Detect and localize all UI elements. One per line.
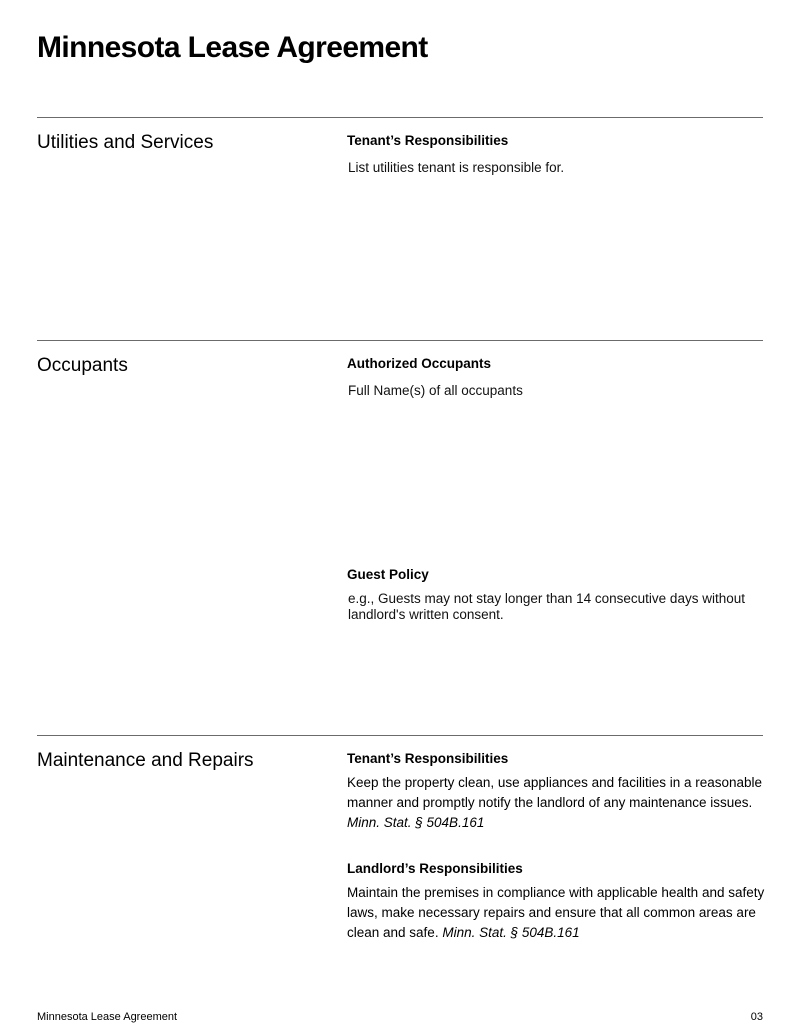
maintenance-tenant-responsibilities-text bbox=[347, 773, 767, 833]
section-title-utilities: Utilities and Services bbox=[37, 132, 214, 153]
utilities-tenant-responsibilities-field[interactable]: List utilities tenant is responsible for. bbox=[348, 160, 565, 175]
section-divider bbox=[37, 735, 763, 736]
section-divider bbox=[37, 117, 763, 118]
document-title: Minnesota Lease Agreement bbox=[37, 31, 428, 64]
maintenance-tenant-responsibilities-label: Tenant’s Responsibilities bbox=[347, 751, 509, 766]
utilities-tenant-responsibilities-label: Tenant’s Responsibilities bbox=[347, 133, 509, 148]
footer-page-number: 03 bbox=[750, 1011, 763, 1023]
footer-document-title: Minnesota Lease Agreement bbox=[37, 1011, 178, 1023]
authorized-occupants-field[interactable]: Full Name(s) of all occupants bbox=[348, 383, 523, 398]
section-title-maintenance: Maintenance and Repairs bbox=[37, 750, 254, 771]
landlord-responsibilities-body: Maintain the premises in compliance with applicable health and safety laws, make necessary repairs and ensure that all common areas are clean and safe. bbox=[347, 885, 765, 940]
authorized-occupants-label: Authorized Occupants bbox=[347, 356, 492, 371]
tenant-responsibilities-citation: Minn. Stat. § 504B.161 bbox=[347, 815, 485, 830]
landlord-responsibilities-citation: Minn. Stat. § 504B.161 bbox=[442, 925, 580, 940]
tenant-responsibilities-body: Keep the property clean, use appliances and facilities in a reasonable manner and promptly notify the landlord of any maintenance issues. bbox=[347, 775, 763, 810]
maintenance-landlord-responsibilities-text bbox=[347, 883, 767, 943]
section-divider bbox=[37, 340, 763, 341]
guest-policy-field[interactable]: e.g., Guests may not stay longer than 14 consecutive days without landlord's written consent. bbox=[348, 591, 745, 622]
guest-policy-label: Guest Policy bbox=[347, 567, 429, 582]
maintenance-landlord-responsibilities-label: Landlord’s Responsibilities bbox=[347, 861, 523, 876]
section-title-occupants: Occupants bbox=[37, 355, 128, 376]
